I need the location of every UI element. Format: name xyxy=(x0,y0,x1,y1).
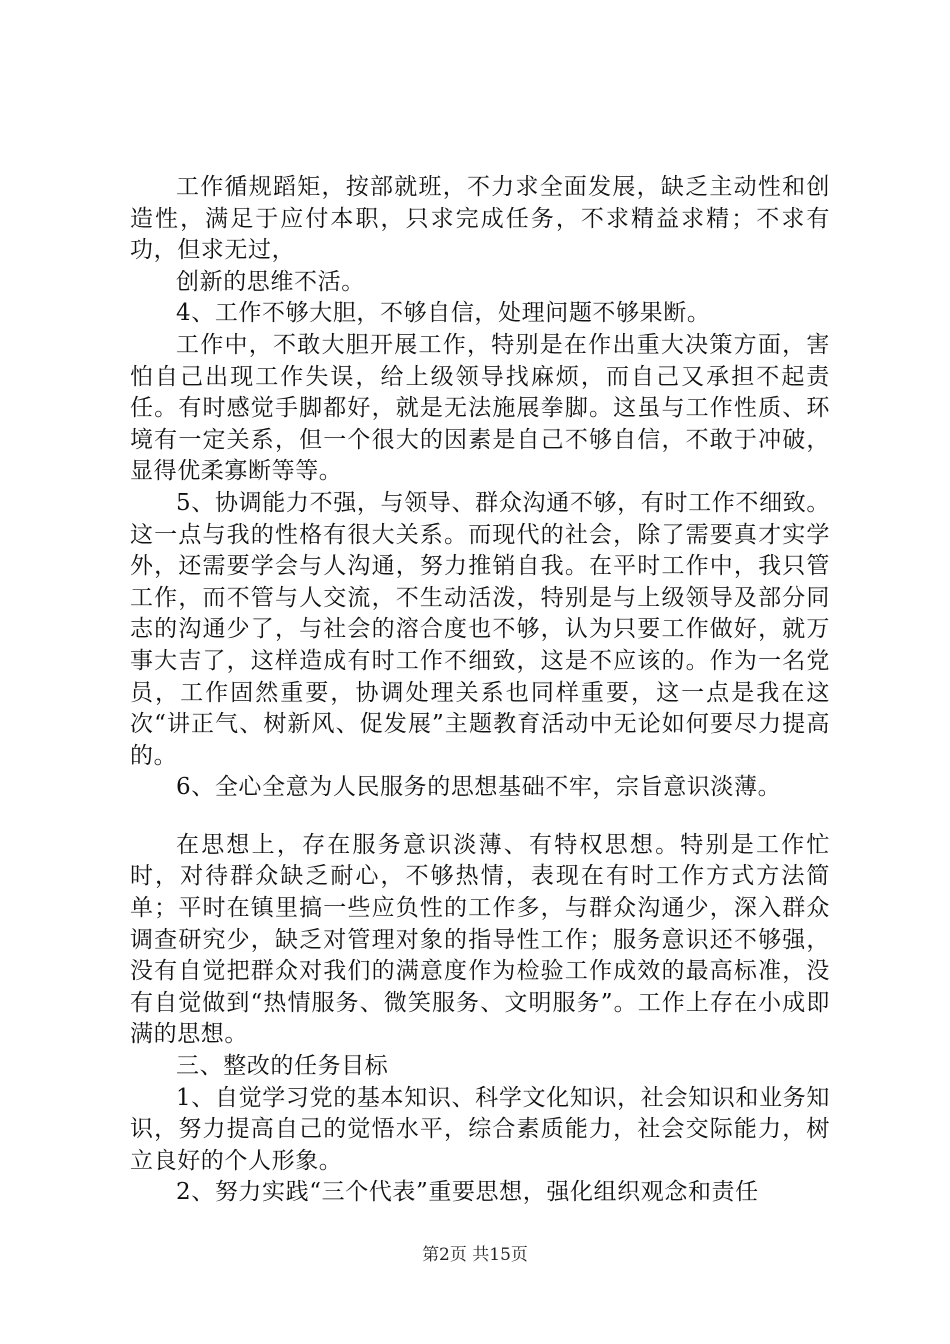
section-heading: 三、整改的任务目标 xyxy=(176,1053,389,1080)
paragraph: 在思想上，存在服务意识淡薄、有特权思想。特别是工作忙时，对待群众缺乏耐心，不够热情，表现在有时工作方式方法简单；平时在镇里搞一些应负性的工作多，与群众沟通少，深入群众调查研究少，缺乏对管理对象的指导性工作；服务意识还不够强，没有自觉把群众对我们的满意度作为检验工作成效的最高标准，没有自觉做到“热情服务、微笑服务、文明服务”。工作上存在小成即满的思想。 xyxy=(130,831,830,1048)
paragraph: 1、自觉学习党的基本知识、科学文化知识，社会知识和业务知识，努力提高自己的觉悟水平，综合素质能力，社会交际能力，树立良好的个人形象。 xyxy=(130,1084,830,1174)
paragraph-spacer xyxy=(130,804,830,830)
paragraph: 5、协调能力不强，与领导、群众沟通不够，有时工作不细致。这一点与我的性格有很大关系。而现代的社会，除了需要真才实学外，还需要学会与人沟通，努力推销自我。在平时工作中，我只管工作，而不管与人交流，不生动活泼，特别是与上级领导及部分同志的沟通少了，与社会的溶合度也不够，认为只要工作做好，就万事大吉了，这样造成有时工作不细致，这是不应该的。作为一名党员，工作固然重要，协调处理关系也同样重要，这一点是我在这次“讲正气、树新风、促发展”主题教育活动中无论如何要尽力提高的。 xyxy=(130,489,830,769)
paragraph: 4、工作不够大胆，不够自信，处理问题不够果断。 xyxy=(176,300,711,327)
document-body xyxy=(130,172,830,1209)
paragraph: 工作循规蹈矩，按部就班，不力求全面发展，缺乏主动性和创造性，满足于应付本职，只求完成任务，不求精益求精；不求有功，但求无过， xyxy=(130,174,830,264)
paragraph: 2、努力实践“三个代表”重要思想，强化组织观念和责任 xyxy=(176,1179,759,1206)
page-number: 第2页 共15页 xyxy=(422,1245,528,1265)
paragraph: 工作中，不敢大胆开展工作，特别是在作出重大决策方面，害怕自己出现工作失误，给上级领导找麻烦，而自己又承担不起责任。有时感觉手脚都好，就是无法施展拳脚。这虽与工作性质、环境有一定关系，但一个很大的因素是自己不够自信，不敢于冲破，显得优柔寡断等等。 xyxy=(130,331,830,485)
paragraph: 6、全心全意为人民服务的思想基础不牢，宗旨意识淡薄。 xyxy=(176,774,782,801)
paragraph: 创新的思维不活。 xyxy=(176,268,365,295)
